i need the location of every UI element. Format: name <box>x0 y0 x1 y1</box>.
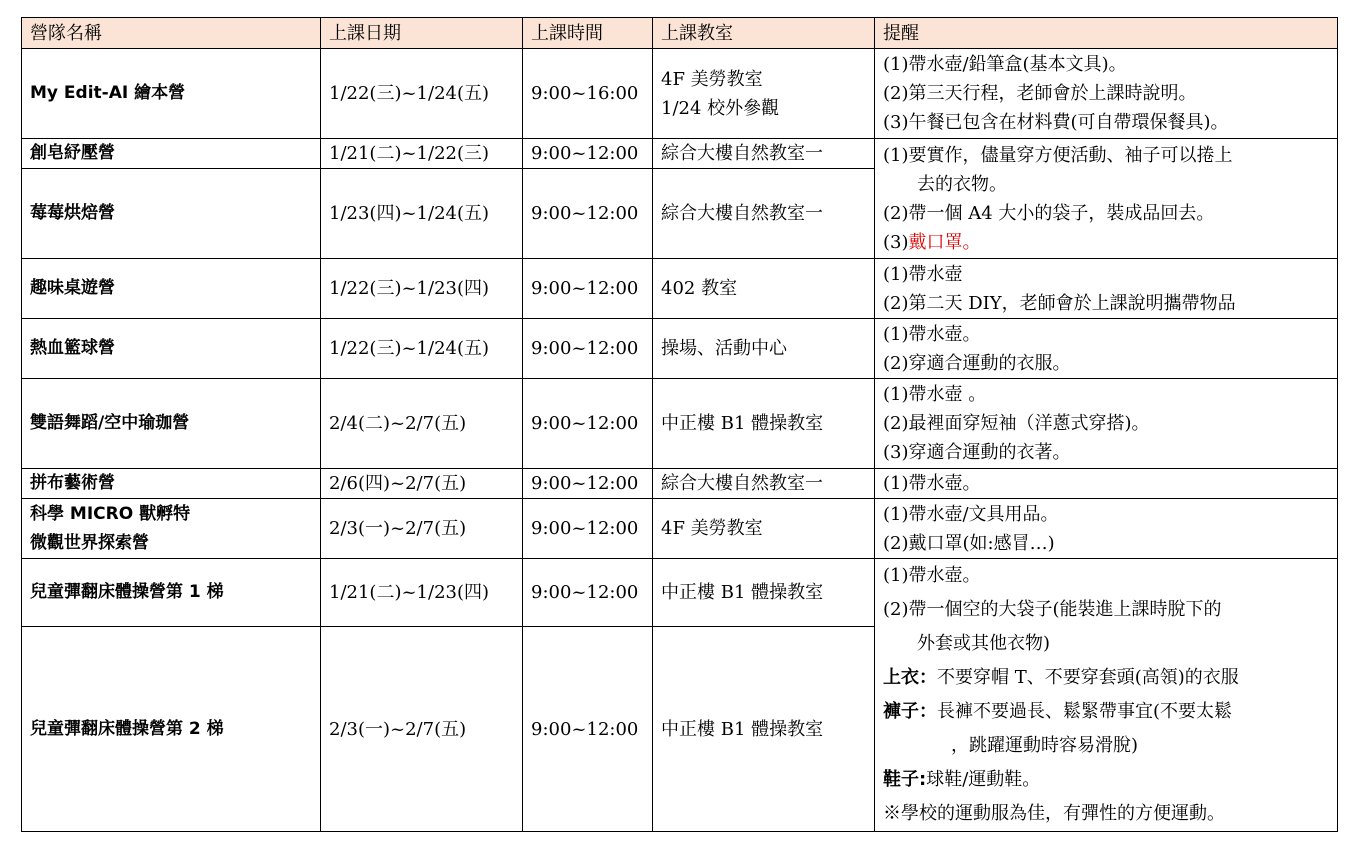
camp-date: 1/21(二)~1/22(三) <box>321 139 523 169</box>
camp-name: 兒童彈翻床體操營第 1 梯 <box>22 559 321 627</box>
camp-room: 中正樓 B1 體操教室 <box>653 379 875 469</box>
camp-room: 操場、活動中心 <box>653 319 875 379</box>
reminder-line: (2)帶一個 A4 大小的袋子，裝成品回去。 <box>883 202 1215 224</box>
camp-time: 9:00~12:00 <box>523 469 653 499</box>
shoes-text: 球鞋/運動鞋。 <box>926 769 1041 790</box>
reminder-line: (1)要實作，儘量穿方便活動、袖子可以捲上 <box>883 144 1233 166</box>
camp-date: 2/3(一)~2/7(五) <box>321 499 523 559</box>
table-row <box>22 319 1338 379</box>
camp-date: 1/22(三)~1/23(四) <box>321 259 523 319</box>
camp-room: 4F 美勞教室 <box>653 499 875 559</box>
camp-time: 9:00~12:00 <box>523 559 653 627</box>
camp-reminder <box>875 49 1338 139</box>
camp-name: My Edit-AI 繪本營 <box>22 49 321 139</box>
camp-date: 1/23(四)~1/24(五) <box>321 169 523 259</box>
camp-time: 9:00~12:00 <box>523 499 653 559</box>
camp-name: 兒童彈翻床體操營第 2 梯 <box>22 627 321 832</box>
room-line: 4F 美勞教室 <box>661 68 763 90</box>
reminder-line: (2)戴口罩(如:感冒…) <box>883 532 1055 554</box>
reminder-line: 外套或其他衣物) <box>917 633 1051 654</box>
pants-text: 長褲不要過長、鬆緊帶事宜(不要太鬆 <box>937 701 1233 722</box>
reminder-line: ※學校的運動服為佳，有彈性的方便運動。 <box>883 803 1225 824</box>
reminder-line: (1)帶水壺。 <box>883 323 981 345</box>
camp-schedule-table <box>21 17 1338 832</box>
table-row <box>22 49 1338 139</box>
table-row <box>22 139 1338 169</box>
camp-reminder <box>875 139 1338 259</box>
camp-name-line: 科學 MICRO 獸孵特 <box>30 503 191 524</box>
camp-time: 9:00~12:00 <box>523 139 653 169</box>
reminder-line <box>883 695 1329 729</box>
reminder-line <box>883 661 1329 695</box>
reminder-line: (2)最裡面穿短袖（洋蔥式穿搭)。 <box>883 413 1150 434</box>
camp-name: 趣味桌遊營 <box>22 259 321 319</box>
header-room: 上課教室 <box>653 18 875 49</box>
table-row <box>22 559 1338 627</box>
camp-date: 1/21(二)~1/23(四) <box>321 559 523 627</box>
reminder-line: 去的衣物。 <box>917 173 1007 195</box>
camp-time: 9:00~12:00 <box>523 259 653 319</box>
reminder-line: (2)穿適合運動的衣服。 <box>883 352 1071 374</box>
header-date: 上課日期 <box>321 18 523 49</box>
camp-reminder <box>875 559 1338 832</box>
camp-date: 2/6(四)~2/7(五) <box>321 469 523 499</box>
pants-label: 褲子： <box>883 701 937 722</box>
reminder-prefix: (3) <box>883 231 909 253</box>
reminder-line: (1)帶水壺 。 <box>883 384 987 405</box>
reminder-line: (2)第三天行程，老師會於上課時說明。 <box>883 83 1197 104</box>
camp-date: 2/4(二)~2/7(五) <box>321 379 523 469</box>
header-reminder: 提醒 <box>875 18 1338 49</box>
reminder-line: (3)午餐已包含在材料費(可自帶環保餐具)。 <box>883 112 1229 133</box>
camp-room: 中正樓 B1 體操教室 <box>653 559 875 627</box>
header-time: 上課時間 <box>523 18 653 49</box>
reminder-line: (1)帶水壺 <box>883 263 963 285</box>
camp-time: 9:00~12:00 <box>523 627 653 832</box>
camp-name: 拼布藝術營 <box>22 469 321 499</box>
camp-room: 綜合大樓自然教室一 <box>653 139 875 169</box>
camp-name: 熱血籃球營 <box>22 319 321 379</box>
camp-reminder <box>875 379 1338 469</box>
reminder-line <box>883 763 1329 797</box>
camp-time: 9:00~12:00 <box>523 319 653 379</box>
room-line: 1/24 校外參觀 <box>661 97 780 119</box>
reminder-line: (1)帶水壺/鉛筆盒(基本文具)。 <box>883 54 1127 75</box>
camp-name: 雙語舞蹈/空中瑜珈營 <box>22 379 321 469</box>
top-label: 上衣： <box>883 667 937 688</box>
camp-reminder <box>875 259 1338 319</box>
table-row <box>22 469 1338 499</box>
reminder-line: (1)帶水壺。 <box>883 565 981 586</box>
camp-room: 綜合大樓自然教室一 <box>653 169 875 259</box>
header-row <box>22 18 1338 49</box>
shoes-label: 鞋子: <box>883 769 927 790</box>
camp-room <box>653 49 875 139</box>
camp-room: 綜合大樓自然教室一 <box>653 469 875 499</box>
table-row <box>22 379 1338 469</box>
table-row <box>22 259 1338 319</box>
table-row <box>22 499 1338 559</box>
reminder-line: ，跳躍運動時容易滑脫) <box>951 735 1139 756</box>
reminder-line: (1)帶水壺/文具用品。 <box>883 503 1059 525</box>
camp-date: 1/22(三)~1/24(五) <box>321 49 523 139</box>
camp-time: 9:00~12:00 <box>523 379 653 469</box>
reminder-line: (2)第二天 DIY，老師會於上課說明攜帶物品 <box>883 292 1236 314</box>
camp-room: 402 教室 <box>653 259 875 319</box>
mask-warning: 戴口罩。 <box>908 231 981 253</box>
camp-date: 1/22(三)~1/24(五) <box>321 319 523 379</box>
camp-name-line: 微觀世界探索營 <box>30 532 149 553</box>
camp-name: 莓莓烘焙營 <box>22 169 321 259</box>
camp-reminder: (1)帶水壺。 <box>875 469 1338 499</box>
camp-reminder <box>875 319 1338 379</box>
reminder-line: (2)帶一個空的大袋子(能裝進上課時脫下的 <box>883 599 1222 620</box>
camp-reminder <box>875 499 1338 559</box>
camp-name <box>22 499 321 559</box>
reminder-line <box>883 228 1329 257</box>
camp-name: 創皂紓壓營 <box>22 139 321 169</box>
header-camp-name: 營隊名稱 <box>22 18 321 49</box>
camp-room: 中正樓 B1 體操教室 <box>653 627 875 832</box>
top-text: 不要穿帽 T、不要穿套頭(高領)的衣服 <box>937 667 1239 688</box>
reminder-line: (3)穿適合運動的衣著。 <box>883 442 1071 463</box>
camp-date: 2/3(一)~2/7(五) <box>321 627 523 832</box>
camp-time: 9:00~12:00 <box>523 169 653 259</box>
camp-time: 9:00~16:00 <box>523 49 653 139</box>
